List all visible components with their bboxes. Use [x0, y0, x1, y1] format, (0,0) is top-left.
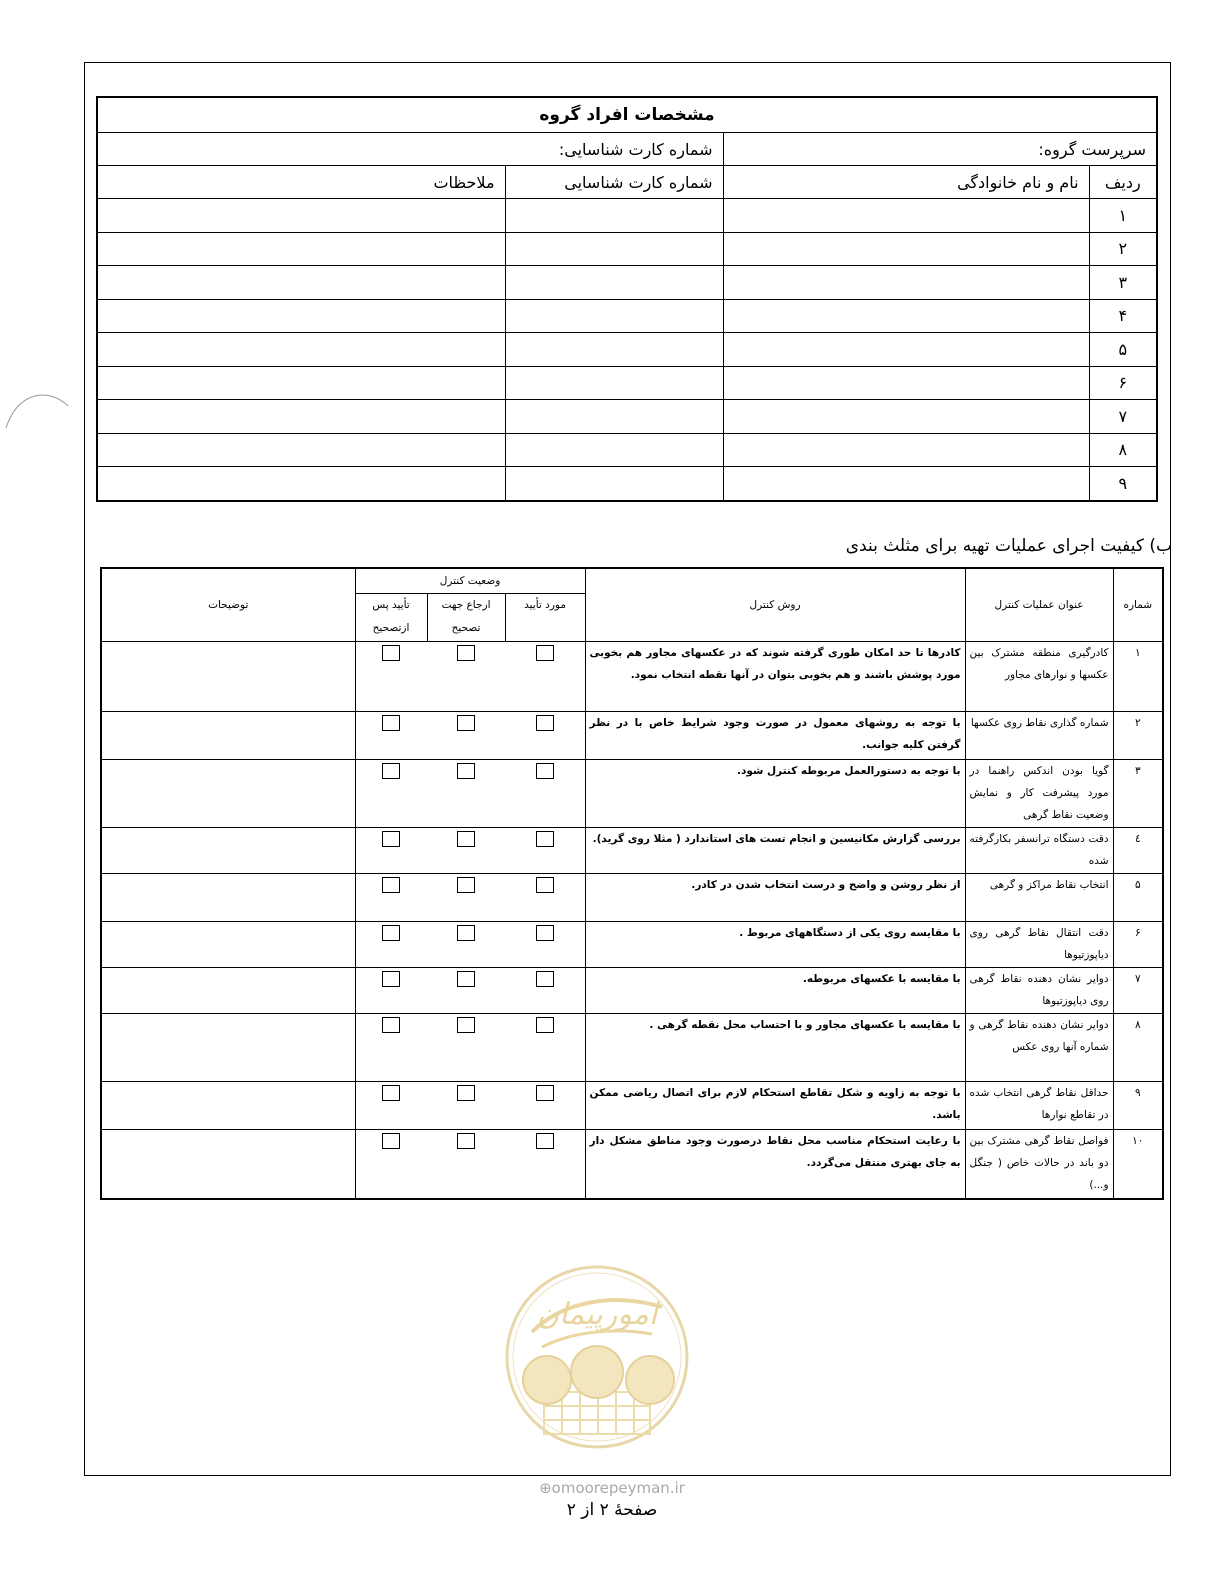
control-row-description[interactable]: [101, 967, 355, 1013]
member-row-number: ۴: [1089, 299, 1157, 333]
scan-artifact-arc: [0, 388, 70, 468]
control-row-number: ۷: [1113, 967, 1163, 1013]
member-row: [97, 199, 1157, 233]
control-row-description[interactable]: [101, 873, 355, 921]
member-card-cell[interactable]: [505, 366, 723, 400]
watermark-stamp-logo: [502, 1262, 692, 1452]
member-row: [97, 333, 1157, 367]
member-notes-cell[interactable]: [97, 232, 505, 266]
control-row: [101, 921, 1163, 967]
refer-correction-checkbox[interactable]: [457, 715, 475, 731]
member-notes-cell[interactable]: [97, 199, 505, 233]
footer-website: [0, 1479, 1224, 1497]
control-row-method: با توجه به دستورالعمل مربوطه کنترل شود.: [585, 759, 965, 827]
header-description: توضیحات: [101, 568, 355, 641]
control-row-method: با مقایسه با عکسهای مجاور و با احتساب محل نقطه گرهی .: [585, 1013, 965, 1081]
control-row: [101, 711, 1163, 759]
refer-correction-checkbox[interactable]: [457, 925, 475, 941]
group-members-table: [96, 96, 1158, 502]
control-row-description[interactable]: [101, 921, 355, 967]
member-name-cell[interactable]: [723, 199, 1089, 233]
member-notes-cell[interactable]: [97, 266, 505, 300]
control-row-title: دقت انتقال نقاط گرهی روی دیاپوزتیوها: [965, 921, 1113, 967]
control-row-number: ۲: [1113, 711, 1163, 759]
member-row: [97, 232, 1157, 266]
header-notes: ملاحظات: [97, 166, 505, 199]
member-row-number: ۵: [1089, 333, 1157, 367]
approved-after-correction-checkbox[interactable]: [382, 925, 400, 941]
header-approved-cont: [505, 617, 585, 641]
control-row-method: از نظر روشن و واضح و درست انتخاب شدن در کادر.: [585, 873, 965, 921]
control-row-title: فواصل نقاط گرهی مشترک بین دو باند در حالات خاص ( جنگل و...): [965, 1129, 1113, 1199]
approved-checkbox[interactable]: [536, 1133, 554, 1149]
member-name-cell[interactable]: [723, 266, 1089, 300]
member-row: [97, 366, 1157, 400]
control-row-title: دوایر نشان دهنده نقاط گرهی روی دیاپوزتیوها: [965, 967, 1113, 1013]
approved-checkbox[interactable]: [536, 763, 554, 779]
member-name-cell[interactable]: [723, 366, 1089, 400]
control-row-description[interactable]: [101, 1129, 355, 1199]
member-notes-cell[interactable]: [97, 333, 505, 367]
control-row-method: با توجه به زاویه و شکل تقاطع استحکام لازم برای اتصال ریاضی ممکن باشد.: [585, 1081, 965, 1129]
header-card-number: شماره کارت شناسایی: [505, 166, 723, 199]
refer-correction-checkbox[interactable]: [457, 645, 475, 661]
control-row-title: حداقل نقاط گرهی انتخاب شده در تقاطع نوارها: [965, 1081, 1113, 1129]
member-row: [97, 400, 1157, 434]
approved-checkbox[interactable]: [536, 831, 554, 847]
section-b-title: ب) کیفیت اجرای عملیات تهیه برای مثلث بندی: [845, 536, 1172, 556]
approved-checkbox[interactable]: [536, 877, 554, 893]
member-card-cell[interactable]: [505, 232, 723, 266]
header-method: روش کنترل: [585, 568, 965, 641]
control-row-number: ۶: [1113, 921, 1163, 967]
member-name-cell[interactable]: [723, 299, 1089, 333]
header-refer-correction-cont: تصحیح: [427, 617, 505, 641]
member-name-cell[interactable]: [723, 400, 1089, 434]
header-refer-correction: ارجاع جهت: [427, 593, 505, 617]
approved-checkbox[interactable]: [536, 971, 554, 987]
refer-correction-checkbox[interactable]: [457, 877, 475, 893]
header-status: وضعیت کنترل: [355, 568, 585, 593]
header-row-number: ردیف: [1089, 166, 1157, 199]
member-row-number: ۹: [1089, 467, 1157, 501]
member-row: [97, 299, 1157, 333]
member-row-number: ۸: [1089, 433, 1157, 467]
approved-after-correction-checkbox[interactable]: [382, 715, 400, 731]
approved-checkbox[interactable]: [536, 925, 554, 941]
control-row-number: ۵: [1113, 873, 1163, 921]
approved-after-correction-checkbox[interactable]: [382, 1085, 400, 1101]
member-name-cell[interactable]: [723, 333, 1089, 367]
member-row-number: ۳: [1089, 266, 1157, 300]
control-row-title: گویا بودن اندکس راهنما در مورد پیشرفت کار و نمایش وضعیت نقاط گرهی: [965, 759, 1113, 827]
member-notes-cell[interactable]: [97, 433, 505, 467]
approved-after-correction-checkbox[interactable]: [382, 645, 400, 661]
control-row-title: شماره گذاری نقاط روی عکسها: [965, 711, 1113, 759]
control-row: [101, 1013, 1163, 1081]
member-card-cell[interactable]: [505, 266, 723, 300]
control-row-number: ٤: [1113, 827, 1163, 873]
refer-correction-checkbox[interactable]: [457, 1017, 475, 1033]
header-name: نام و نام خانوادگی: [723, 166, 1089, 199]
control-row-method: با توجه به روشهای معمول در صورت وجود شرایط خاص با در نظر گرفتن کلیه جوانب.: [585, 711, 965, 759]
control-row-method: با مقایسه با عکسهای مربوطه.: [585, 967, 965, 1013]
control-row: [101, 641, 1163, 711]
control-row-description[interactable]: [101, 1081, 355, 1129]
control-row-description[interactable]: [101, 711, 355, 759]
control-row: [101, 827, 1163, 873]
page-number: صفحهٔ ۲ از ۲: [566, 1500, 658, 1520]
group-leader-field[interactable]: سرپرست گروه:: [723, 133, 1157, 166]
control-row-number: ۸: [1113, 1013, 1163, 1081]
header-num: شماره: [1113, 568, 1163, 641]
refer-correction-checkbox[interactable]: [457, 1085, 475, 1101]
control-row: [101, 1081, 1163, 1129]
control-row-description[interactable]: [101, 827, 355, 873]
control-row: [101, 1129, 1163, 1199]
control-row-method: با رعایت استحکام مناسب محل نقاط درصورت وجود مناطق مشکل دار به جای بهتری منتقل می‌گردد.: [585, 1129, 965, 1199]
member-row: [97, 467, 1157, 501]
refer-correction-checkbox[interactable]: [457, 831, 475, 847]
member-name-cell[interactable]: [723, 433, 1089, 467]
header-operation-title: عنوان عملیات کنترل: [965, 568, 1113, 641]
approved-after-correction-checkbox[interactable]: [382, 831, 400, 847]
header-approved-after-correction: تأیید پس: [355, 593, 427, 617]
member-card-cell[interactable]: [505, 333, 723, 367]
control-row: [101, 873, 1163, 921]
group-id-field[interactable]: شماره کارت شناسایی:: [97, 133, 723, 166]
approved-checkbox[interactable]: [536, 715, 554, 731]
globe-icon: ⊕: [539, 1479, 552, 1497]
approved-after-correction-checkbox[interactable]: [382, 1017, 400, 1033]
stamp-text: امورپیمان: [536, 1297, 658, 1332]
member-row-number: ۶: [1089, 366, 1157, 400]
control-row-number: ۱: [1113, 641, 1163, 711]
approved-checkbox[interactable]: [536, 645, 554, 661]
control-row-method: بررسی گزارش مکانیسین و انجام تست های استاندارد ( مثلا روی گرید).: [585, 827, 965, 873]
control-row-description[interactable]: [101, 759, 355, 827]
member-card-cell[interactable]: [505, 467, 723, 501]
control-row-method: کادرها تا حد امکان طوری گرفته شوند که در عکسهای مجاور هم بخوبی مورد پوشش باشند و هم بخوبی بتوان در آنها نقطه انتخاب نمود.: [585, 641, 965, 711]
control-row-description[interactable]: [101, 641, 355, 711]
member-row-number: ۲: [1089, 232, 1157, 266]
member-row: [97, 433, 1157, 467]
control-row-number: ۹: [1113, 1081, 1163, 1129]
control-operations-table: [100, 567, 1164, 1200]
control-row: [101, 967, 1163, 1013]
header-approved: مورد تأیید: [505, 593, 585, 617]
approved-after-correction-checkbox[interactable]: [382, 1133, 400, 1149]
member-row-number: ۷: [1089, 400, 1157, 434]
control-row-description[interactable]: [101, 1013, 355, 1081]
control-row-title: دقت دستگاه ترانسفر بکارگرفته شده: [965, 827, 1113, 873]
group-table-title: مشخصات افراد گروه: [97, 97, 1157, 133]
approved-after-correction-checkbox[interactable]: [382, 877, 400, 893]
control-row-number: ۱۰: [1113, 1129, 1163, 1199]
header-approved-after-correction-cont: ازتصحیح: [355, 617, 427, 641]
member-name-cell[interactable]: [723, 232, 1089, 266]
control-row-number: ۳: [1113, 759, 1163, 827]
approved-checkbox[interactable]: [536, 1085, 554, 1101]
member-row: [97, 266, 1157, 300]
control-row-title: دوایر نشان دهنده نقاط گرهی و شماره آنها روی عکس: [965, 1013, 1113, 1081]
member-card-cell[interactable]: [505, 400, 723, 434]
member-notes-cell[interactable]: [97, 366, 505, 400]
refer-correction-checkbox[interactable]: [457, 971, 475, 987]
approved-checkbox[interactable]: [536, 1017, 554, 1033]
approved-after-correction-checkbox[interactable]: [382, 763, 400, 779]
control-row-title: انتخاب نقاط مراکز و گرهی: [965, 873, 1113, 921]
member-notes-cell[interactable]: [97, 299, 505, 333]
member-card-cell[interactable]: [505, 299, 723, 333]
control-row-title: کادرگیری منطقه مشترک بین عکسها و نوارهای مجاور: [965, 641, 1113, 711]
control-row: [101, 759, 1163, 827]
approved-after-correction-checkbox[interactable]: [382, 971, 400, 987]
member-notes-cell[interactable]: [97, 400, 505, 434]
refer-correction-checkbox[interactable]: [457, 1133, 475, 1149]
member-notes-cell[interactable]: [97, 467, 505, 501]
member-name-cell[interactable]: [723, 467, 1089, 501]
member-card-cell[interactable]: [505, 433, 723, 467]
member-row-number: ۱: [1089, 199, 1157, 233]
refer-correction-checkbox[interactable]: [457, 763, 475, 779]
member-card-cell[interactable]: [505, 199, 723, 233]
control-row-method: با مقایسه روی یکی از دستگاههای مربوط .: [585, 921, 965, 967]
footer-website-text: omoorepeyman.ir: [551, 1479, 685, 1497]
